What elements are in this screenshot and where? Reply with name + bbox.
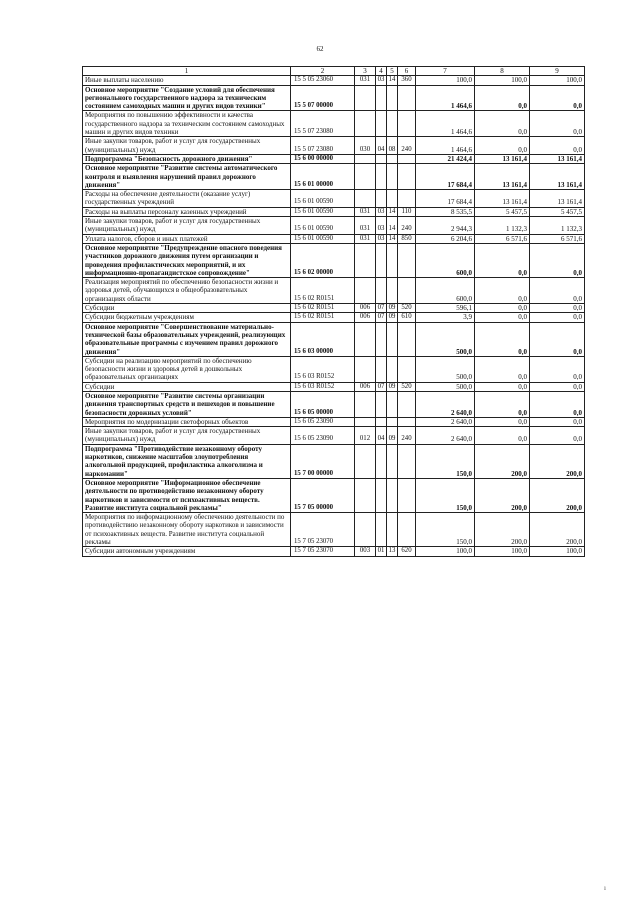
amount-year-1: 500,0 [416, 356, 475, 382]
section-code: 03 [376, 217, 387, 235]
row-description: Подпрограмма "Противодействие незаконному обороту наркотиков, снижение масштабов злоупотребления алкогольной продукцией, профилактика алкоголизма и наркомании" [83, 444, 291, 478]
expense-type-code: 610 [398, 313, 416, 322]
section-code: 03 [376, 207, 387, 216]
amount-year-1: 1 464,6 [416, 137, 475, 155]
amount-year-2: 100,0 [475, 76, 530, 85]
program-code: 15 5 07 00000 [291, 85, 355, 111]
expense-type-code: 240 [398, 427, 416, 445]
expense-type-code [398, 513, 416, 547]
expense-type-code [398, 417, 416, 426]
section-code: 07 [376, 304, 387, 313]
table-row [83, 513, 585, 547]
program-code: 15 6 03 R0152 [291, 382, 355, 391]
amount-year-2: 100,0 [475, 547, 530, 556]
program-code: 15 7 00 00000 [291, 444, 355, 478]
ministry-code: 031 [355, 217, 376, 235]
program-code: 15 6 00 00000 [291, 154, 355, 163]
table-row [83, 190, 585, 208]
amount-year-1: 6 204,6 [416, 234, 475, 243]
subsection-code [387, 356, 398, 382]
program-code: 15 6 01 00590 [291, 190, 355, 208]
table-row [83, 391, 585, 417]
amount-year-1: 1 464,6 [416, 85, 475, 111]
expense-type-code [398, 278, 416, 304]
amount-year-3: 0,0 [530, 304, 585, 313]
amount-year-2: 200,0 [475, 444, 530, 478]
expense-type-code [398, 111, 416, 137]
amount-year-3: 5 457,5 [530, 207, 585, 216]
amount-year-1: 600,0 [416, 243, 475, 277]
expense-type-code: 520 [398, 382, 416, 391]
amount-year-3: 0,0 [530, 278, 585, 304]
amount-year-2: 0,0 [475, 427, 530, 445]
subsection-code [387, 164, 398, 190]
amount-year-3: 0,0 [530, 111, 585, 137]
amount-year-2: 0,0 [475, 278, 530, 304]
amount-year-1: 100,0 [416, 547, 475, 556]
amount-year-1: 2 640,0 [416, 427, 475, 445]
ministry-code [355, 391, 376, 417]
amount-year-1: 21 424,4 [416, 154, 475, 163]
expense-type-code [398, 164, 416, 190]
ministry-code [355, 243, 376, 277]
expense-type-code [398, 444, 416, 478]
ministry-code [355, 478, 376, 512]
amount-year-1: 100,0 [416, 76, 475, 85]
section-code [376, 322, 387, 356]
expense-type-code: 850 [398, 234, 416, 243]
program-code: 15 7 05 00000 [291, 478, 355, 512]
section-code [376, 154, 387, 163]
expense-type-code: 110 [398, 207, 416, 216]
table-row [83, 154, 585, 163]
table-row [83, 111, 585, 137]
program-code: 15 5 07 23080 [291, 137, 355, 155]
table-row [83, 234, 585, 243]
section-code [376, 391, 387, 417]
row-description: Основное мероприятие "Информационное обеспечение деятельности по противодействию незаконному обороту наркотиков и зависимости от психоактивных веществ. Развитие института социальной рекламы" [83, 478, 291, 512]
column-number: 8 [475, 67, 530, 76]
amount-year-1: 600,0 [416, 278, 475, 304]
amount-year-1: 17 684,4 [416, 190, 475, 208]
section-code [376, 444, 387, 478]
amount-year-3: 0,0 [530, 382, 585, 391]
table-row [83, 137, 585, 155]
amount-year-2: 200,0 [475, 513, 530, 547]
row-description: Уплата налогов, сборов и иных платежей [83, 234, 291, 243]
amount-year-2: 0,0 [475, 382, 530, 391]
table-row [83, 207, 585, 216]
section-code [376, 243, 387, 277]
amount-year-3: 0,0 [530, 427, 585, 445]
row-description: Мероприятия по модернизации светофорных объектов [83, 417, 291, 426]
table-row [83, 243, 585, 277]
column-number-row [83, 67, 585, 76]
row-description: Субсидии на реализацию мероприятий по обеспечению безопасности жизни и здоровья детей в дошкольных образовательных организациях [83, 356, 291, 382]
ministry-code [355, 111, 376, 137]
program-code: 15 6 02 R0151 [291, 313, 355, 322]
table-row [83, 76, 585, 85]
amount-year-3: 0,0 [530, 137, 585, 155]
expense-type-code [398, 154, 416, 163]
column-number: 7 [416, 67, 475, 76]
table-row [83, 547, 585, 556]
ministry-code: 003 [355, 547, 376, 556]
program-code: 15 6 01 00590 [291, 207, 355, 216]
amount-year-3: 0,0 [530, 243, 585, 277]
row-description: Мероприятия по информационному обеспечению деятельности по противодействию незаконному обороту наркотиков и зависимости от психоактивных веществ. Развитие института социальной рекламы [83, 513, 291, 547]
row-description: Иные закупки товаров, работ и услуг для государственных (муниципальных) нужд [83, 427, 291, 445]
ministry-code [355, 278, 376, 304]
row-description: Иные выплаты населению [83, 76, 291, 85]
row-description: Основное мероприятие "Совершенствование материально-технической базы образовательных учреждений, реализующих образовательные программы с изучением правил дорожного движения" [83, 322, 291, 356]
expense-type-code [398, 190, 416, 208]
amount-year-2: 0,0 [475, 85, 530, 111]
subsection-code [387, 513, 398, 547]
amount-year-2: 13 161,4 [475, 154, 530, 163]
amount-year-2: 0,0 [475, 417, 530, 426]
ministry-code: 031 [355, 234, 376, 243]
subsection-code: 14 [387, 76, 398, 85]
program-code: 15 6 02 R0151 [291, 278, 355, 304]
section-code: 03 [376, 76, 387, 85]
row-description: Основное мероприятие "Предупреждение опасного поведения участников дорожного движения путем организации и проведения профилактических мероприятий, и их информационно-пропагандистское сопровождение" [83, 243, 291, 277]
table-row [83, 313, 585, 322]
section-code [376, 478, 387, 512]
expense-type-code: 520 [398, 304, 416, 313]
program-code: 15 6 01 00590 [291, 217, 355, 235]
section-code [376, 85, 387, 111]
expense-type-code [398, 85, 416, 111]
amount-year-1: 150,0 [416, 478, 475, 512]
ministry-code [355, 154, 376, 163]
subsection-code: 09 [387, 313, 398, 322]
program-code: 15 5 07 23080 [291, 111, 355, 137]
subsection-code [387, 278, 398, 304]
ministry-code: 006 [355, 304, 376, 313]
ministry-code [355, 164, 376, 190]
amount-year-2: 1 132,3 [475, 217, 530, 235]
ministry-code: 031 [355, 207, 376, 216]
amount-year-1: 2 944,3 [416, 217, 475, 235]
expense-type-code [398, 478, 416, 512]
amount-year-1: 1 464,6 [416, 111, 475, 137]
table-row [83, 304, 585, 313]
ministry-code: 031 [355, 76, 376, 85]
ministry-code: 006 [355, 382, 376, 391]
column-number: 5 [387, 67, 398, 76]
amount-year-3: 1 132,3 [530, 217, 585, 235]
table-row [83, 427, 585, 445]
column-number: 2 [291, 67, 355, 76]
amount-year-1: 500,0 [416, 322, 475, 356]
section-code: 07 [376, 382, 387, 391]
row-description: Иные закупки товаров, работ и услуг для государственных (муниципальных) нужд [83, 137, 291, 155]
subsection-code: 14 [387, 207, 398, 216]
section-code [376, 190, 387, 208]
subsection-code: 13 [387, 547, 398, 556]
section-code [376, 356, 387, 382]
amount-year-2: 200,0 [475, 478, 530, 512]
amount-year-1: 17 684,4 [416, 164, 475, 190]
subsection-code [387, 417, 398, 426]
expense-type-code [398, 391, 416, 417]
section-code: 04 [376, 137, 387, 155]
subsection-code: 09 [387, 382, 398, 391]
section-code [376, 278, 387, 304]
program-code: 15 6 05 00000 [291, 391, 355, 417]
expense-type-code [398, 356, 416, 382]
row-description: Основное мероприятие "Создание условий для обеспечения регионального государственного надзора за техническим состоянием самоходных машин и других видов техники" [83, 85, 291, 111]
table-body [83, 67, 585, 557]
amount-year-3: 100,0 [530, 547, 585, 556]
scan-mark: ı [604, 884, 606, 892]
expense-type-code [398, 322, 416, 356]
table-row [83, 356, 585, 382]
amount-year-1: 150,0 [416, 444, 475, 478]
column-number: 6 [398, 67, 416, 76]
row-description: Субсидии [83, 304, 291, 313]
amount-year-3: 0,0 [530, 417, 585, 426]
table-row [83, 417, 585, 426]
ministry-code: 012 [355, 427, 376, 445]
amount-year-3: 0,0 [530, 356, 585, 382]
amount-year-1: 2 640,0 [416, 391, 475, 417]
table-row [83, 217, 585, 235]
amount-year-3: 0,0 [530, 85, 585, 111]
amount-year-2: 0,0 [475, 137, 530, 155]
amount-year-1: 8 535,5 [416, 207, 475, 216]
amount-year-3: 6 571,6 [530, 234, 585, 243]
subsection-code: 09 [387, 427, 398, 445]
expense-type-code: 240 [398, 217, 416, 235]
amount-year-2: 0,0 [475, 304, 530, 313]
subsection-code [387, 478, 398, 512]
subsection-code: 14 [387, 217, 398, 235]
ministry-code [355, 322, 376, 356]
program-code: 15 6 01 00000 [291, 164, 355, 190]
amount-year-3: 200,0 [530, 513, 585, 547]
row-description: Подпрограмма "Безопасность дорожного движения" [83, 154, 291, 163]
amount-year-2: 13 161,4 [475, 190, 530, 208]
expense-type-code [398, 243, 416, 277]
subsection-code: 08 [387, 137, 398, 155]
program-code: 15 6 05 23090 [291, 427, 355, 445]
row-description: Субсидии бюджетным учреждениям [83, 313, 291, 322]
program-code: 15 7 05 23070 [291, 513, 355, 547]
amount-year-3: 0,0 [530, 313, 585, 322]
program-code: 15 6 03 00000 [291, 322, 355, 356]
subsection-code [387, 444, 398, 478]
program-code: 15 6 02 00000 [291, 243, 355, 277]
table-row [83, 278, 585, 304]
amount-year-2: 0,0 [475, 313, 530, 322]
section-code [376, 417, 387, 426]
amount-year-2: 0,0 [475, 391, 530, 417]
amount-year-3: 13 161,4 [530, 154, 585, 163]
amount-year-1: 150,0 [416, 513, 475, 547]
subsection-code [387, 111, 398, 137]
row-description: Субсидии автономным учреждениям [83, 547, 291, 556]
table-row [83, 322, 585, 356]
ministry-code: 030 [355, 137, 376, 155]
program-code: 15 6 02 R0151 [291, 304, 355, 313]
row-description: Иные закупки товаров, работ и услуг для государственных (муниципальных) нужд [83, 217, 291, 235]
amount-year-2: 13 161,4 [475, 164, 530, 190]
row-description: Мероприятия по повышению эффективности и качества государственного надзора за техническим состоянием самоходных машин и других видов техники [83, 111, 291, 137]
ministry-code [355, 85, 376, 111]
ministry-code [355, 356, 376, 382]
ministry-code [355, 190, 376, 208]
ministry-code: 006 [355, 313, 376, 322]
row-description: Расходы на обеспечение деятельности (оказание услуг) государственных учреждений [83, 190, 291, 208]
subsection-code: 14 [387, 234, 398, 243]
amount-year-3: 200,0 [530, 478, 585, 512]
budget-table [82, 66, 585, 557]
expense-type-code: 360 [398, 76, 416, 85]
row-description: Субсидии [83, 382, 291, 391]
page-number: 62 [316, 45, 324, 53]
subsection-code [387, 154, 398, 163]
amount-year-1: 2 640,0 [416, 417, 475, 426]
amount-year-3: 100,0 [530, 76, 585, 85]
amount-year-2: 0,0 [475, 111, 530, 137]
section-code: 03 [376, 234, 387, 243]
row-description: Основное мероприятие "Развитие системы автоматического контроля и выявления нарушений правил дорожного движения" [83, 164, 291, 190]
amount-year-3: 13 161,4 [530, 164, 585, 190]
amount-year-2: 6 571,6 [475, 234, 530, 243]
subsection-code [387, 322, 398, 356]
row-description: Реализация мероприятий по обеспечению безопасности жизни и здоровья детей, обучающихся в общеобразовательных организациях области [83, 278, 291, 304]
amount-year-3: 13 161,4 [530, 190, 585, 208]
section-code: 01 [376, 547, 387, 556]
column-number: 9 [530, 67, 585, 76]
amount-year-1: 3,9 [416, 313, 475, 322]
ministry-code [355, 417, 376, 426]
section-code: 04 [376, 427, 387, 445]
section-code [376, 513, 387, 547]
program-code: 15 6 05 23090 [291, 417, 355, 426]
program-code: 15 7 05 23070 [291, 547, 355, 556]
ministry-code [355, 513, 376, 547]
program-code: 15 5 05 23060 [291, 76, 355, 85]
amount-year-2: 0,0 [475, 356, 530, 382]
ministry-code [355, 444, 376, 478]
amount-year-1: 500,0 [416, 382, 475, 391]
table-row [83, 382, 585, 391]
subsection-code: 09 [387, 304, 398, 313]
section-code [376, 164, 387, 190]
subsection-code [387, 243, 398, 277]
amount-year-2: 0,0 [475, 243, 530, 277]
table-row [83, 444, 585, 478]
row-description: Расходы на выплаты персоналу казенных учреждений [83, 207, 291, 216]
table-row [83, 85, 585, 111]
subsection-code [387, 85, 398, 111]
column-number: 3 [355, 67, 376, 76]
amount-year-3: 0,0 [530, 322, 585, 356]
table-row [83, 478, 585, 512]
expense-type-code: 240 [398, 137, 416, 155]
column-number: 1 [83, 67, 291, 76]
program-code: 15 6 03 R0152 [291, 356, 355, 382]
amount-year-2: 0,0 [475, 322, 530, 356]
subsection-code [387, 190, 398, 208]
amount-year-2: 5 457,5 [475, 207, 530, 216]
subsection-code [387, 391, 398, 417]
section-code: 07 [376, 313, 387, 322]
column-number: 4 [376, 67, 387, 76]
amount-year-3: 200,0 [530, 444, 585, 478]
row-description: Основное мероприятие "Развитие системы организации движения транспортных средств и пешеходов и повышение безопасности дорожных условий" [83, 391, 291, 417]
expense-type-code: 620 [398, 547, 416, 556]
amount-year-3: 0,0 [530, 391, 585, 417]
program-code: 15 6 01 00590 [291, 234, 355, 243]
table-row [83, 164, 585, 190]
amount-year-1: 596,1 [416, 304, 475, 313]
section-code [376, 111, 387, 137]
